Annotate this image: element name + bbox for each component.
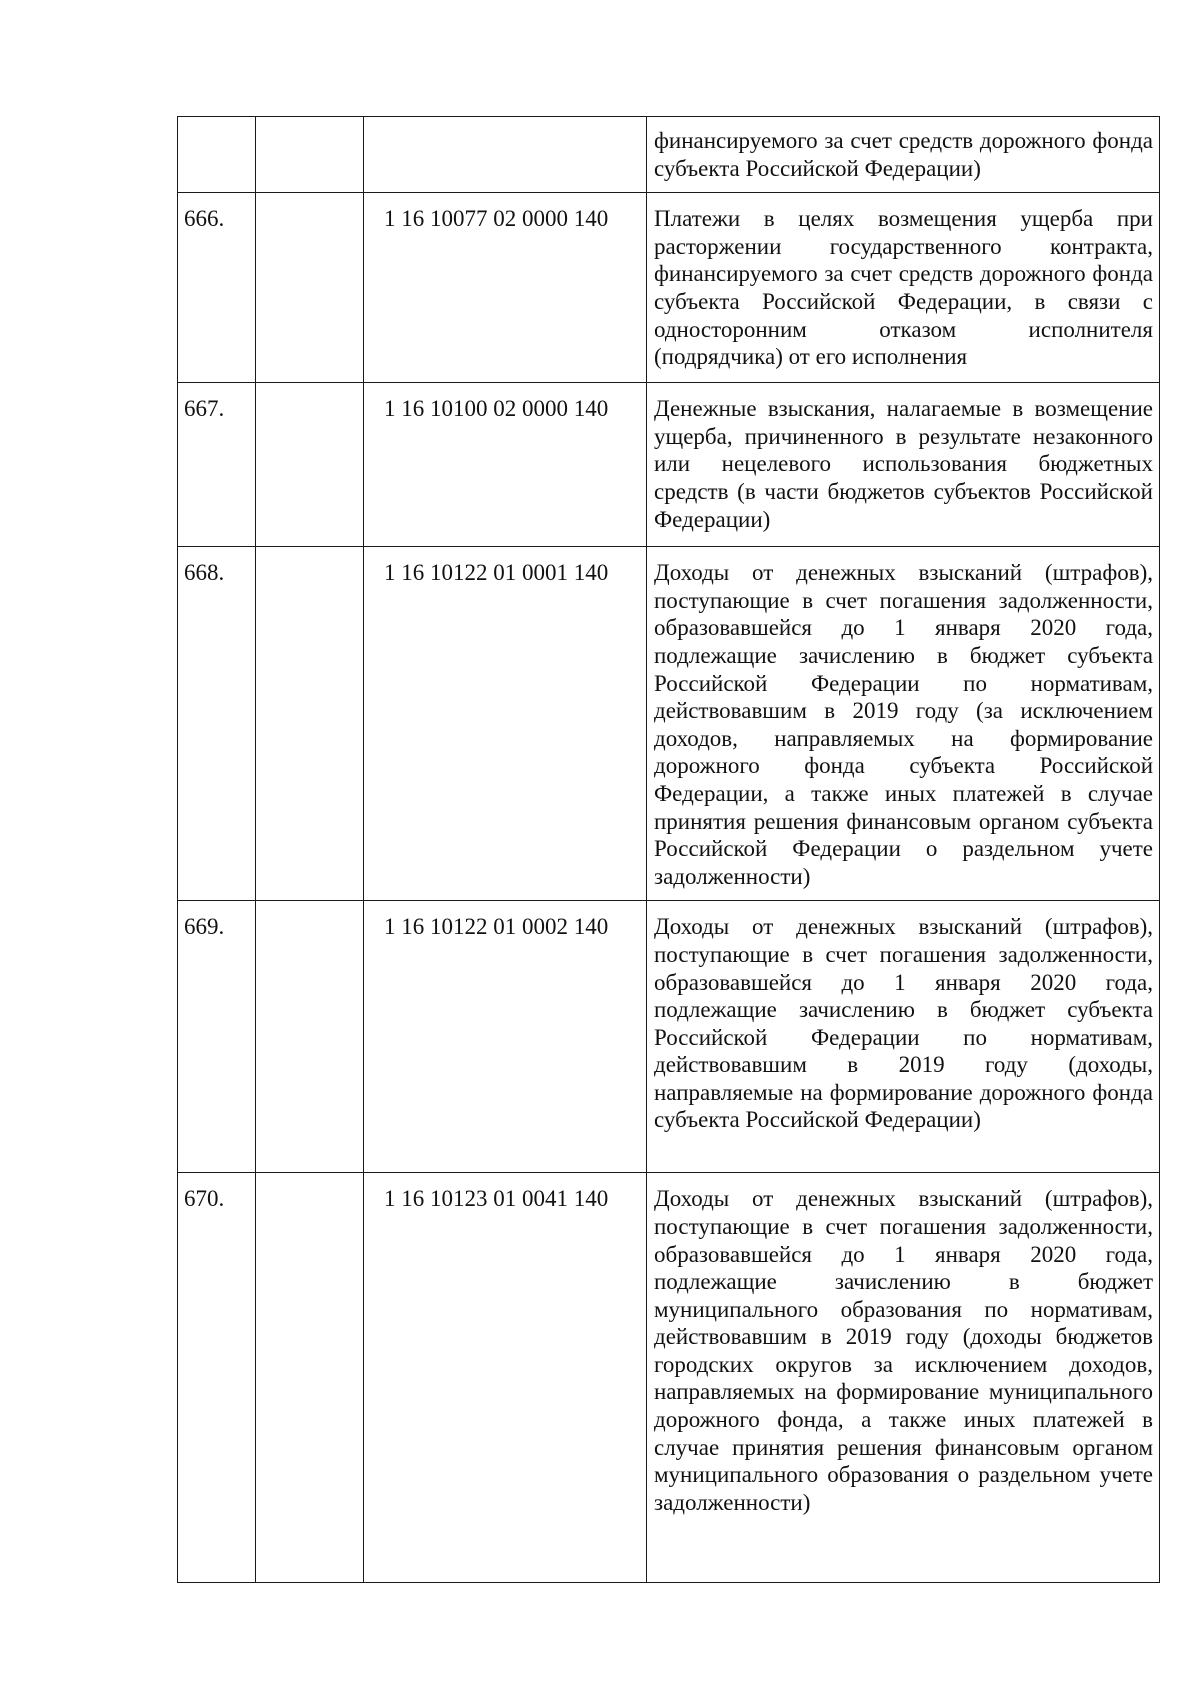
budget-code: 1 16 10077 02 0000 140 [384,206,609,232]
budget-code: 1 16 10122 01 0002 140 [384,914,609,940]
description-cell [647,117,1160,193]
budget-classification-table [177,116,1160,1583]
description-text: Доходы от денежных взысканий (штрафов), поступающие в счет погашения задолженности, образовавшейся до 1 января 2020 года, подлежащие зачислению в бюджет муниципального образования по нормативам, действовавшим в 2019 году (доходы бюджетов городских округов за исключением доходов, направляемых на формирование муниципального дорожного фонда, а также иных платежей в случае принятия решения финансовым органом муниципального образования о раздельном учете задолженности) [654,1186,1153,1515]
budget-code-cell [364,383,647,547]
admin-code-cell [256,901,364,1173]
row-number-cell [178,901,256,1173]
row-number-cell [178,193,256,383]
row-number: 670. [184,1186,225,1212]
table-row [178,547,1160,901]
description-cell [647,901,1160,1173]
description-text: Доходы от денежных взысканий (штрафов), поступающие в счет погашения задолженности, образовавшейся до 1 января 2020 года, подлежащие зачислению в бюджет субъекта Российской Федерации по нормативам, действовавшим в 2019 году (за исключением доходов, направляемых на формирование дорожного фонда субъекта Российской Федерации, а также иных платежей в случае принятия решения финансовым органом субъекта Российской Федерации о раздельном учете задолженности) [654,560,1153,889]
budget-code-cell [364,901,647,1173]
budget-code-cell [364,193,647,383]
table-row [178,901,1160,1173]
description-text: Платежи в целях возмещения ущерба при расторжении государственного контракта, финансируемого за счет средств дорожного фонда субъекта Российской Федерации, в связи с односторонним отказом исполнителя (подрядчика) от его исполнения [654,206,1153,370]
budget-code [364,117,646,129]
budget-code-cell [364,1173,647,1583]
row-number: 668. [184,560,225,586]
budget-code-cell [364,117,647,193]
table-row [178,117,1160,193]
description-cell [647,383,1160,547]
budget-code: 1 16 10122 01 0001 140 [384,560,609,586]
row-number-cell [178,547,256,901]
description-text: финансируемого за счет средств дорожного фонда субъекта Российской Федерации) [654,128,1153,181]
table-row [178,383,1160,547]
budget-code-cell [364,547,647,901]
admin-code-cell [256,117,364,193]
row-number: 666. [184,206,225,232]
admin-code-cell [256,193,364,383]
row-number-cell [178,1173,256,1583]
description-cell [647,193,1160,383]
row-number-cell [178,383,256,547]
description-text: Денежные взыскания, налагаемые в возмещение ущерба, причиненного в результате незаконного или нецелевого использования бюджетных средств (в части бюджетов субъектов Российской Федерации) [654,396,1153,532]
description-text: Доходы от денежных взысканий (штрафов), поступающие в счет погашения задолженности, образовавшейся до 1 января 2020 года, подлежащие зачислению в бюджет субъекта Российской Федерации по нормативам, действовавшим в 2019 году (доходы, направляемые на формирование дорожного фонда субъекта Российской Федерации) [654,914,1153,1133]
table-row [178,193,1160,383]
admin-code-cell [256,383,364,547]
row-number: 667. [184,396,225,422]
budget-code: 1 16 10123 01 0041 140 [384,1186,609,1212]
row-number: 669. [184,914,225,940]
admin-code-cell [256,547,364,901]
admin-code-cell [256,1173,364,1583]
description-cell [647,547,1160,901]
row-number [178,117,255,129]
row-number-cell [178,117,256,193]
description-cell [647,1173,1160,1583]
table-row [178,1173,1160,1583]
budget-code: 1 16 10100 02 0000 140 [384,396,609,422]
